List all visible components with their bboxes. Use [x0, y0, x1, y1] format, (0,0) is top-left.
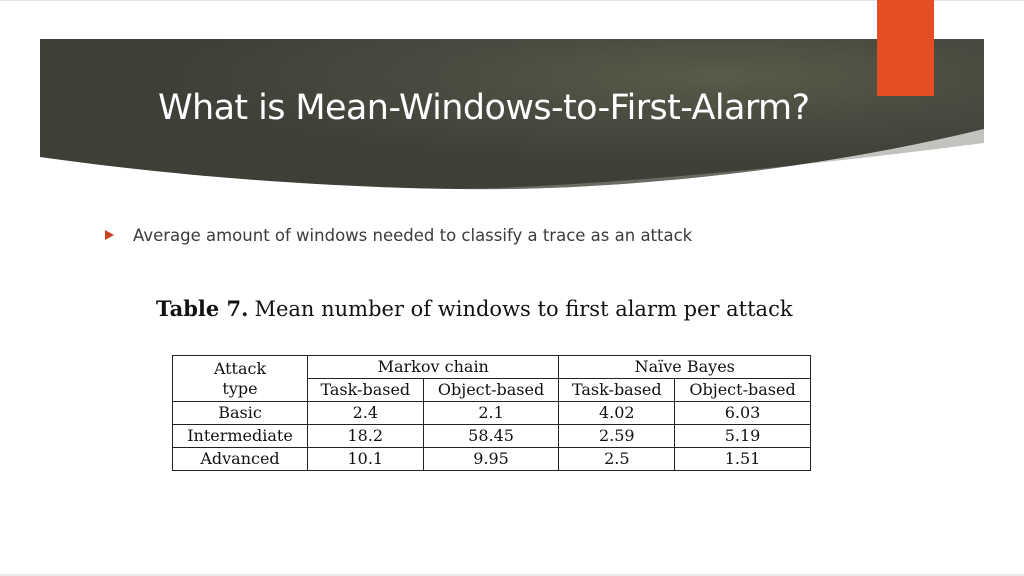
naive-bayes-header: Naïve Bayes: [559, 356, 811, 379]
table-cell: 2.4: [308, 402, 424, 425]
slide-title: What is Mean-Windows-to-First-Alarm?: [158, 88, 810, 128]
table-cell: 9.95: [423, 448, 559, 471]
table-cell: 4.02: [559, 402, 675, 425]
table-cell: 2.59: [559, 425, 675, 448]
table-row: [173, 402, 811, 425]
table-cell: 5.19: [675, 425, 811, 448]
table-cell: 6.03: [675, 402, 811, 425]
table-cell: 18.2: [308, 425, 424, 448]
table-cell: 1.51: [675, 448, 811, 471]
top-border: [0, 0, 1024, 1]
table-caption-text: Mean number of windows to first alarm per attack: [254, 297, 793, 321]
subheader-cell: Task-based: [308, 379, 424, 402]
attack-type-header-line2: type: [222, 378, 258, 398]
table-row: [173, 425, 811, 448]
accent-tab: [877, 0, 934, 96]
row-label-cell: Advanced: [173, 448, 308, 471]
row-label-cell: Intermediate: [173, 425, 308, 448]
table-cell: 58.45: [423, 425, 559, 448]
attack-type-header-line1: Attack: [213, 358, 267, 378]
table-caption-label: Table 7.: [156, 296, 249, 321]
triangle-bullet-icon: [105, 230, 114, 240]
table-row: [173, 448, 811, 471]
row-label-cell: Basic: [173, 402, 308, 425]
subheader-cell: Object-based: [675, 379, 811, 402]
bullet-item: [105, 224, 692, 246]
table-cell: 2.1: [423, 402, 559, 425]
results-table: [172, 355, 811, 471]
table-cell: 10.1: [308, 448, 424, 471]
bullet-text: Average amount of windows needed to classify a trace as an attack: [133, 225, 693, 245]
attack-type-header: [173, 356, 308, 402]
markov-chain-header: Markov chain: [308, 356, 559, 379]
table-caption: [156, 296, 793, 321]
table-header-row: [173, 356, 811, 379]
table-cell: 2.5: [559, 448, 675, 471]
subheader-cell: Task-based: [559, 379, 675, 402]
subheader-cell: Object-based: [423, 379, 559, 402]
